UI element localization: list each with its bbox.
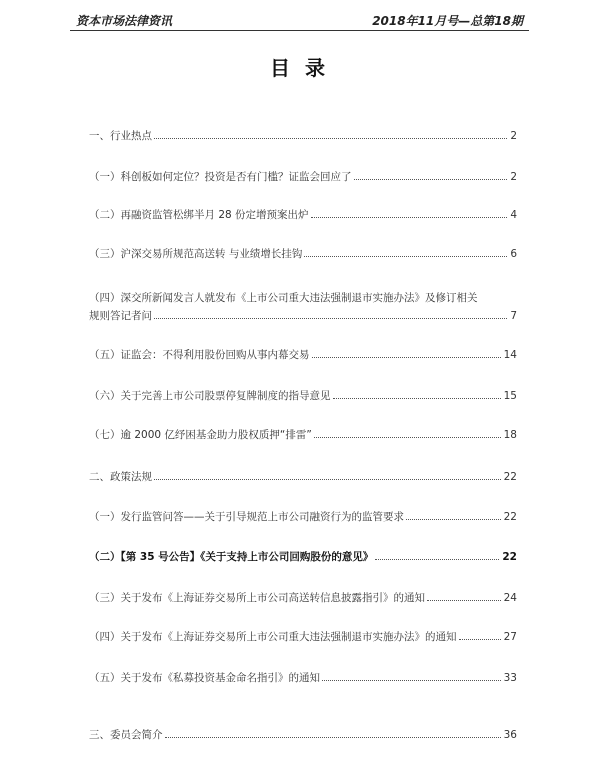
toc-leader — [154, 479, 501, 480]
toc-page-number: 24 — [503, 592, 517, 604]
header-issue: 2018年11月号—总第18期 — [372, 14, 523, 28]
toc-leader — [312, 357, 501, 358]
toc-page-number: 2 — [510, 171, 517, 183]
toc-entry[interactable] — [89, 671, 517, 685]
toc-leader — [154, 318, 507, 319]
toc-leader — [314, 437, 501, 438]
toc-entry[interactable] — [89, 591, 517, 605]
toc-entry-text: （三）沪深交易所规范高送转 与业绩增长挂钩 — [89, 248, 303, 260]
toc-entry[interactable] — [89, 291, 517, 323]
toc-leader — [427, 600, 501, 601]
toc-entry[interactable] — [89, 630, 517, 644]
toc-entry-text: （五）关于发布《私募投资基金命名指引》的通知 — [89, 672, 320, 684]
toc-leader — [311, 217, 508, 218]
toc-entry-text: （一）科创板如何定位？投资是否有门槛？证监会回应了 — [89, 171, 352, 183]
toc-leader — [165, 737, 501, 738]
toc-entry-text: （一）发行监管问答——关于引导规范上市公司融资行为的监管要求 — [89, 511, 404, 523]
toc-entry[interactable] — [89, 129, 517, 143]
toc-entry-text: 一、行业热点 — [89, 130, 152, 142]
toc-entry-text: 规则答记者问 — [89, 310, 152, 322]
toc-entry[interactable] — [89, 208, 517, 222]
toc-entry-text: （五）证监会：不得利用股份回购从事内幕交易 — [89, 349, 310, 361]
toc-page-number: 22 — [503, 511, 517, 523]
toc-page-number: 6 — [510, 248, 517, 260]
toc-leader — [154, 138, 507, 139]
toc-leader — [406, 519, 501, 520]
toc-entry-text-line1: （四）深交所新闻发言人就发布《上市公司重大违法强制退市实施办法》及修订相关 — [89, 292, 478, 304]
toc-entry-text: （三）关于发布《上海证券交易所上市公司高送转信息披露指引》的通知 — [89, 592, 425, 604]
toc-entry[interactable] — [89, 389, 517, 403]
toc-page-number: 36 — [503, 729, 517, 741]
toc-entry-text: （二）再融资监管松绑半月 28 份定增预案出炉 — [89, 209, 309, 221]
toc-page-number: 4 — [510, 209, 517, 221]
toc-entry[interactable] — [89, 170, 517, 184]
toc-leader — [375, 559, 499, 560]
toc-entry[interactable] — [89, 348, 517, 362]
toc-page-number: 2 — [510, 130, 517, 142]
toc-page-number: 14 — [503, 349, 517, 361]
toc-entry-text: （六）关于完善上市公司股票停复牌制度的指导意见 — [89, 390, 331, 402]
toc-page-number: 22 — [502, 551, 517, 563]
toc-leader — [354, 179, 508, 180]
toc-entry[interactable] — [89, 550, 517, 564]
toc-entry[interactable] — [89, 470, 517, 484]
toc-leader — [459, 639, 501, 640]
toc-entry[interactable] — [89, 247, 517, 261]
toc-page-number: 18 — [503, 429, 517, 441]
toc-page-number: 33 — [503, 672, 517, 684]
toc-entry[interactable] — [89, 428, 517, 442]
toc-leader — [304, 256, 507, 257]
toc-leader — [333, 398, 501, 399]
toc-leader — [322, 680, 501, 681]
toc-page-number: 27 — [503, 631, 517, 643]
page-title: 目 录 — [270, 56, 329, 80]
toc-page-number: 22 — [503, 471, 517, 483]
page-header — [70, 12, 529, 31]
toc-page-number: 15 — [503, 390, 517, 402]
toc-entry[interactable] — [89, 728, 517, 742]
toc-entry-text: 二、政策法规 — [89, 471, 152, 483]
toc-entry-text: （四）关于发布《上海证券交易所上市公司重大违法强制退市实施办法》的通知 — [89, 631, 457, 643]
toc-entry[interactable] — [89, 510, 517, 524]
toc-entry-text: （七）逾 2000 亿纾困基金助力股权质押“排雷” — [89, 429, 312, 441]
toc-page-number: 7 — [510, 310, 517, 322]
header-publication: 资本市场法律资讯 — [76, 14, 173, 28]
toc-entry-text: 三、委员会简介 — [89, 729, 163, 741]
toc-entry-text: （二）【第 35 号公告】《关于支持上市公司回购股份的意见》 — [89, 551, 374, 563]
